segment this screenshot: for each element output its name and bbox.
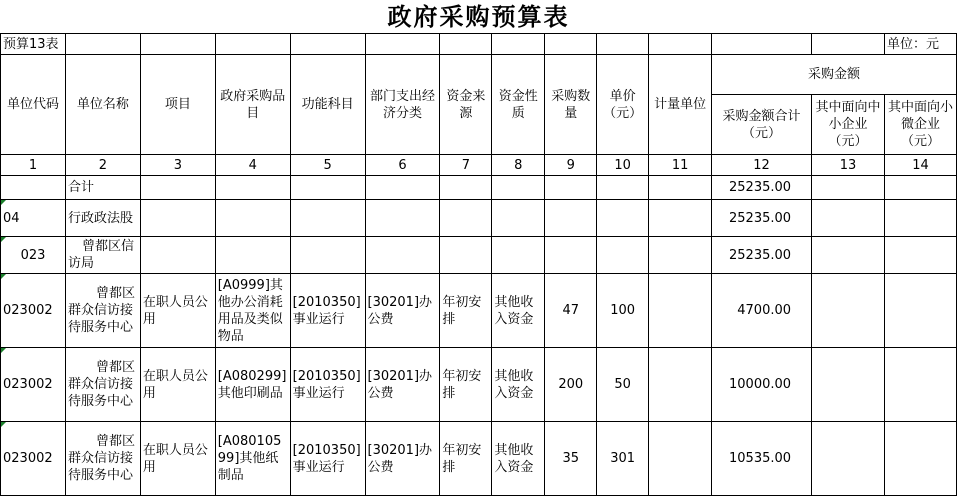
col-num[interactable]: 13 xyxy=(812,155,885,176)
cell-qty[interactable]: 200 xyxy=(545,348,597,422)
table-row xyxy=(1,274,957,348)
cell-name[interactable]: 曾都区信访局 xyxy=(65,237,140,274)
header-function-subject[interactable]: 功能科目 xyxy=(290,55,365,155)
cell-econ[interactable]: [30201]办公费 xyxy=(365,274,440,348)
cell-total[interactable]: 10535.00 xyxy=(712,422,812,496)
header-quantity[interactable]: 采购数量 xyxy=(545,55,597,155)
header-measure-unit[interactable]: 计量单位 xyxy=(649,55,712,155)
table-id[interactable]: 预算13表 xyxy=(1,34,66,55)
cell-econ[interactable]: [30201]办公费 xyxy=(365,422,440,496)
header-economic-class[interactable]: 部门支出经济分类 xyxy=(365,55,440,155)
budget-table xyxy=(0,33,957,496)
cell-total[interactable]: 4700.00 xyxy=(712,274,812,348)
table-row xyxy=(1,237,957,274)
cell-name[interactable]: 行政政法股 xyxy=(65,200,140,237)
cell-code[interactable]: 04 xyxy=(1,200,66,237)
cell-name[interactable]: 曾都区群众信访接待服务中心 xyxy=(65,422,140,496)
cell-source[interactable]: 年初安排 xyxy=(440,422,492,496)
table-row xyxy=(1,176,957,200)
cell-code[interactable] xyxy=(1,176,66,200)
col-num[interactable]: 5 xyxy=(290,155,365,176)
cell-code[interactable]: 023 xyxy=(1,237,66,274)
unit-label[interactable]: 单位：元 xyxy=(884,34,956,55)
cell-item[interactable]: [A08010599]其他纸制品 xyxy=(215,422,290,496)
cell-qty[interactable]: 47 xyxy=(545,274,597,348)
cell-name[interactable]: 合计 xyxy=(65,176,140,200)
col-num[interactable]: 11 xyxy=(649,155,712,176)
cell-item[interactable]: [A0999]其他办公消耗用品及类似物品 xyxy=(215,274,290,348)
header-row-1 xyxy=(1,55,957,95)
cell-code[interactable]: 023002 xyxy=(1,274,66,348)
cell-source[interactable]: 年初安排 xyxy=(440,274,492,348)
col-num[interactable]: 12 xyxy=(712,155,812,176)
cell-qty[interactable]: 35 xyxy=(545,422,597,496)
cell-source[interactable]: 年初安排 xyxy=(440,348,492,422)
cell-measure[interactable] xyxy=(649,274,712,348)
cell-price[interactable]: 50 xyxy=(597,348,649,422)
cell-item[interactable]: [A080299]其他印刷品 xyxy=(215,348,290,422)
col-num[interactable]: 3 xyxy=(140,155,215,176)
header-amount-total[interactable]: 采购金额合计（元） xyxy=(712,95,812,155)
column-number-row xyxy=(1,155,957,176)
cell-nature[interactable]: 其他收入资金 xyxy=(492,348,545,422)
cell-total[interactable]: 25235.00 xyxy=(712,176,812,200)
cell-code[interactable]: 023002 xyxy=(1,422,66,496)
header-sme[interactable]: 其中面向中小企业（元） xyxy=(812,95,885,155)
cell-nature[interactable]: 其他收入资金 xyxy=(492,422,545,496)
col-num[interactable]: 10 xyxy=(597,155,649,176)
col-num[interactable]: 7 xyxy=(440,155,492,176)
page-title: 政府采购预算表 xyxy=(387,3,570,31)
cell-func[interactable]: [2010350]事业运行 xyxy=(290,274,365,348)
cell-measure[interactable] xyxy=(649,422,712,496)
col-num[interactable]: 9 xyxy=(545,155,597,176)
cell-econ[interactable]: [30201]办公费 xyxy=(365,348,440,422)
cell-price[interactable]: 301 xyxy=(597,422,649,496)
cell-total[interactable]: 25235.00 xyxy=(712,200,812,237)
header-fund-nature[interactable]: 资金性质 xyxy=(492,55,545,155)
cell-project[interactable]: 在职人员公用 xyxy=(140,422,215,496)
cell-price[interactable]: 100 xyxy=(597,274,649,348)
table-row xyxy=(1,200,957,237)
cell-name[interactable]: 曾都区群众信访接待服务中心 xyxy=(65,274,140,348)
cell-project[interactable]: 在职人员公用 xyxy=(140,274,215,348)
header-project[interactable]: 项目 xyxy=(140,55,215,155)
cell-code[interactable]: 023002 xyxy=(1,348,66,422)
header-unit-price[interactable]: 单价（元） xyxy=(597,55,649,155)
header-amount-group[interactable]: 采购金额 xyxy=(712,55,957,95)
col-num[interactable]: 14 xyxy=(884,155,956,176)
cell-project[interactable]: 在职人员公用 xyxy=(140,348,215,422)
col-num[interactable]: 1 xyxy=(1,155,66,176)
cell-total[interactable]: 25235.00 xyxy=(712,237,812,274)
cell-name[interactable]: 曾都区群众信访接待服务中心 xyxy=(65,348,140,422)
table-row xyxy=(1,422,957,496)
col-num[interactable]: 4 xyxy=(215,155,290,176)
header-unit-name[interactable]: 单位名称 xyxy=(65,55,140,155)
header-micro[interactable]: 其中面向小微企业（元） xyxy=(884,95,956,155)
table-row xyxy=(1,348,957,422)
col-num[interactable]: 8 xyxy=(492,155,545,176)
cell-func[interactable]: [2010350]事业运行 xyxy=(290,348,365,422)
cell-measure[interactable] xyxy=(649,348,712,422)
cell-total[interactable]: 10000.00 xyxy=(712,348,812,422)
col-num[interactable]: 6 xyxy=(365,155,440,176)
meta-row xyxy=(1,34,957,55)
header-fund-source[interactable]: 资金来源 xyxy=(440,55,492,155)
header-procurement-item[interactable]: 政府采购品目 xyxy=(215,55,290,155)
col-num[interactable]: 2 xyxy=(65,155,140,176)
header-unit-code[interactable]: 单位代码 xyxy=(1,55,66,155)
cell-func[interactable]: [2010350]事业运行 xyxy=(290,422,365,496)
cell-nature[interactable]: 其他收入资金 xyxy=(492,274,545,348)
